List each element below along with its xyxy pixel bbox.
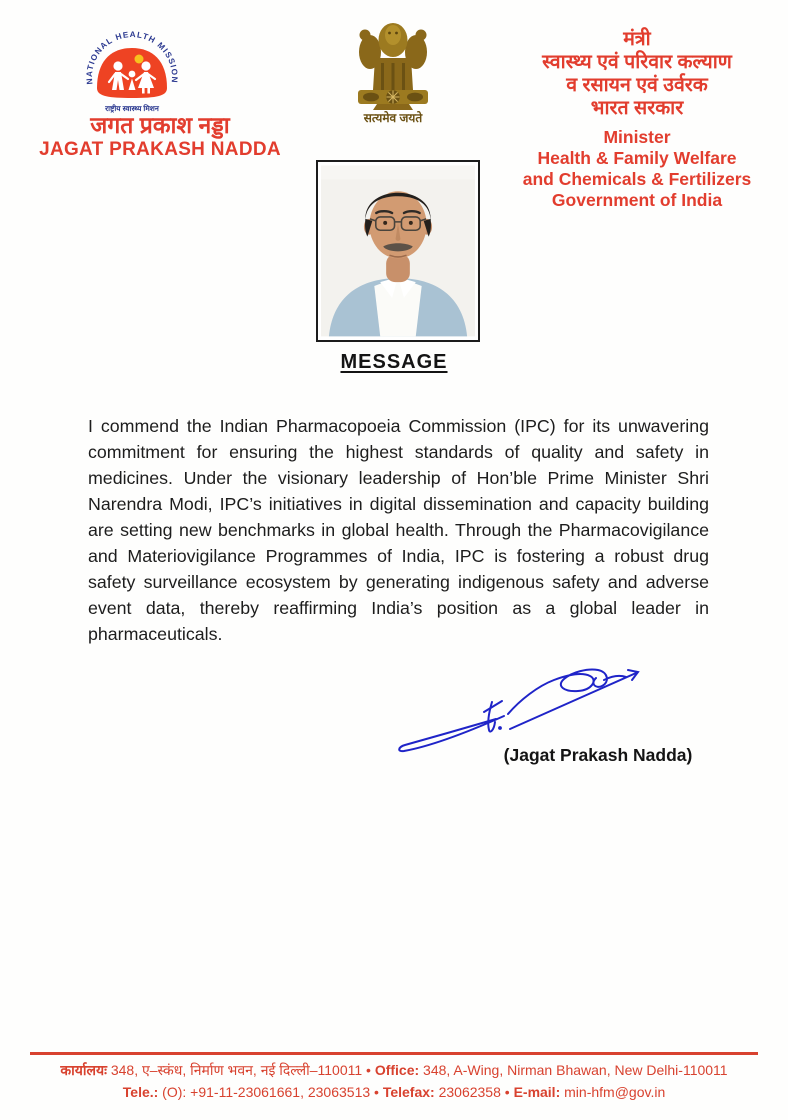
sender-name-english: JAGAT PRAKASH NADDA (39, 139, 281, 160)
footer-office-address-en: 348, A-Wing, Nirman Bhawan, New Delhi-110011 (419, 1062, 728, 1078)
footer-telefax-number: 23062358 • (434, 1084, 514, 1100)
footer-contact-line (0, 1082, 788, 1102)
footer-office-line (0, 1060, 788, 1080)
footer-email-label: E-mail: (513, 1084, 561, 1100)
emblem-motto: सत्यमेव जयते (363, 111, 423, 125)
nhm-caption: राष्ट्रीय स्वास्थ्य मिशन (105, 104, 159, 113)
signatory-name: (Jagat Prakash Nadda) (503, 745, 693, 765)
minister-title-hi-2: स्वास्थ्य एवं परिवार कल्याण (542, 51, 732, 73)
nhm-arc-text: NATIONAL HEALTH MISSION (84, 30, 180, 85)
minister-title-en-3: and Chemicals & Fertilizers (522, 169, 752, 189)
minister-designation-block (503, 28, 771, 211)
footer-email-address: min-hfm@gov.in (560, 1084, 666, 1100)
minister-title-hi-1: मंत्री (623, 28, 651, 50)
footer-office-label-hi: कार्यालयः (60, 1062, 107, 1078)
footer-telefax-label: Telefax: (382, 1084, 435, 1100)
minister-title-en-1: Minister (603, 127, 671, 147)
nhm-logo (82, 22, 182, 118)
message-heading: MESSAGE (340, 351, 448, 373)
india-emblem-icon (350, 16, 436, 110)
minister-title-hi-3: व रसायन एवं उर्वरक (566, 74, 708, 96)
footer-tele-label: Tele.: (122, 1084, 159, 1100)
portrait-illustration (321, 165, 475, 337)
minister-photo (316, 160, 480, 342)
minister-title-en-2: Health & Family Welfare (537, 148, 737, 168)
sender-name-hindi: जगत प्रकाश नड्डा (90, 112, 230, 138)
signature-ink (392, 660, 650, 756)
message-body: I commend the Indian Pharmacopoeia Commission (IPC) for its unwavering commitment for ensuring the highest standards of quality and safety in medicines. Under the visionary leadership of Hon’ble Prime Minister Shri Narendra Modi, IPC’s initiatives in digital dissemination and capacity building are setting new benchmarks in global health. Through the Pharmacovigilance and Materiovigilance Programmes of India, IPC is fostering a robust drug safety surveillance ecosystem by generating indigenous safety and adverse event data, thereby reaffirming India’s position as a global leader in pharmaceuticals. (88, 416, 709, 644)
minister-title-en-4: Government of India (551, 190, 723, 210)
footer-tele-numbers: (O): +91-11-23061661, 23063513 • (158, 1084, 383, 1100)
footer-divider (30, 1052, 758, 1055)
sun-icon (135, 55, 144, 64)
minister-title-hi-4: भारत सरकार (590, 97, 684, 119)
footer-office-label-en: Office: (374, 1062, 420, 1078)
footer-office-address-hi: 348, ए–स्कंध, निर्माण भवन, नई दिल्ली–110011 • (106, 1062, 375, 1078)
